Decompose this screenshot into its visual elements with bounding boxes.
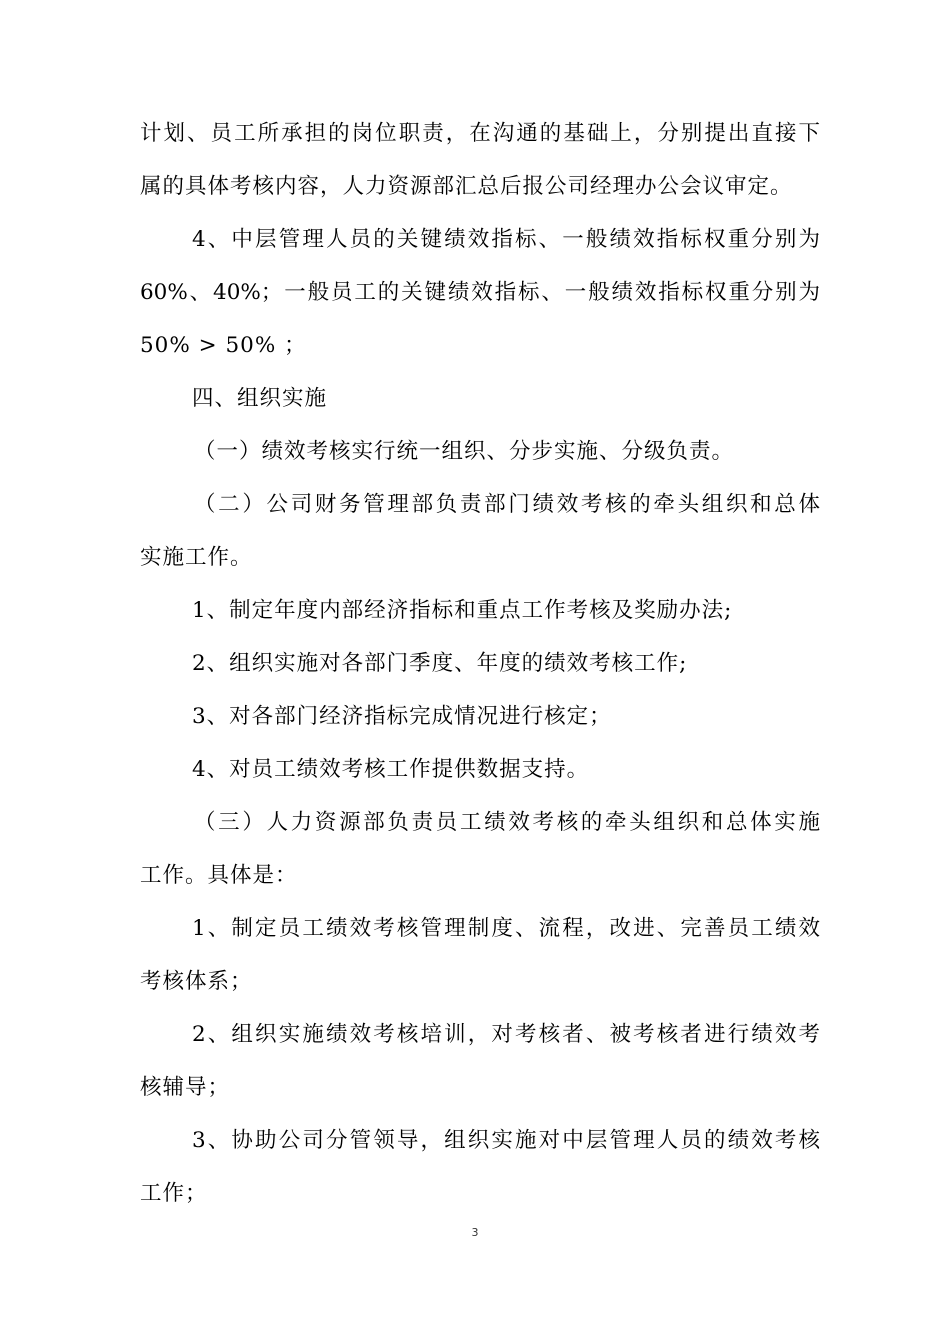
text-line-4: 60%、40%；一般员工的关键绩效指标、一般绩效指标权重分别为 [140,280,820,305]
text-line-5: 50% > 50% ； [140,333,307,358]
text-line-7: （一）绩效考核实行统一组织、分步实施、分级负责。 [194,439,735,464]
text-line-2: 属的具体考核内容，人力资源部汇总后报公司经理办公会议审定。 [140,174,793,199]
text-line-15: 工作。具体是： [140,863,298,888]
text-line-12: 3、对各部门经济指标完成情况进行核定； [192,704,612,729]
page-number: 3 [471,1226,479,1239]
text-line-13: 4、对员工绩效考核工作提供数据支持。 [192,757,590,782]
text-line-21: 工作； [140,1181,208,1206]
document-body [140,107,820,1220]
text-line-8: （二）公司财务管理部负责部门绩效考核的牵头组织和总体 [194,492,820,517]
text-line-19: 核辅导； [140,1075,231,1100]
text-line-1: 计划、员工所承担的岗位职责，在沟通的基础上，分别提出直接下 [140,121,820,146]
text-line-17: 考核体系； [140,969,253,994]
text-line-10: 1、制定年度内部经济指标和重点工作考核及奖励办法; [192,598,733,623]
text-line-14: （三）人力资源部负责员工绩效考核的牵头组织和总体实施 [194,810,820,835]
text-line-3: 4、中层管理人员的关键绩效指标、一般绩效指标权重分别为 [192,227,820,252]
section-heading-4: 四、组织实施 [192,386,328,411]
text-line-9: 实施工作。 [140,545,253,570]
text-line-11: 2、组织实施对各部门季度、年度的绩效考核工作; [192,651,688,676]
text-line-18: 2、组织实施绩效考核培训，对考核者、被考核者进行绩效考 [192,1022,820,1047]
text-line-16: 1、制定员工绩效考核管理制度、流程，改进、完善员工绩效 [192,916,820,941]
text-line-20: 3、协助公司分管领导，组织实施对中层管理人员的绩效考核 [192,1128,820,1153]
